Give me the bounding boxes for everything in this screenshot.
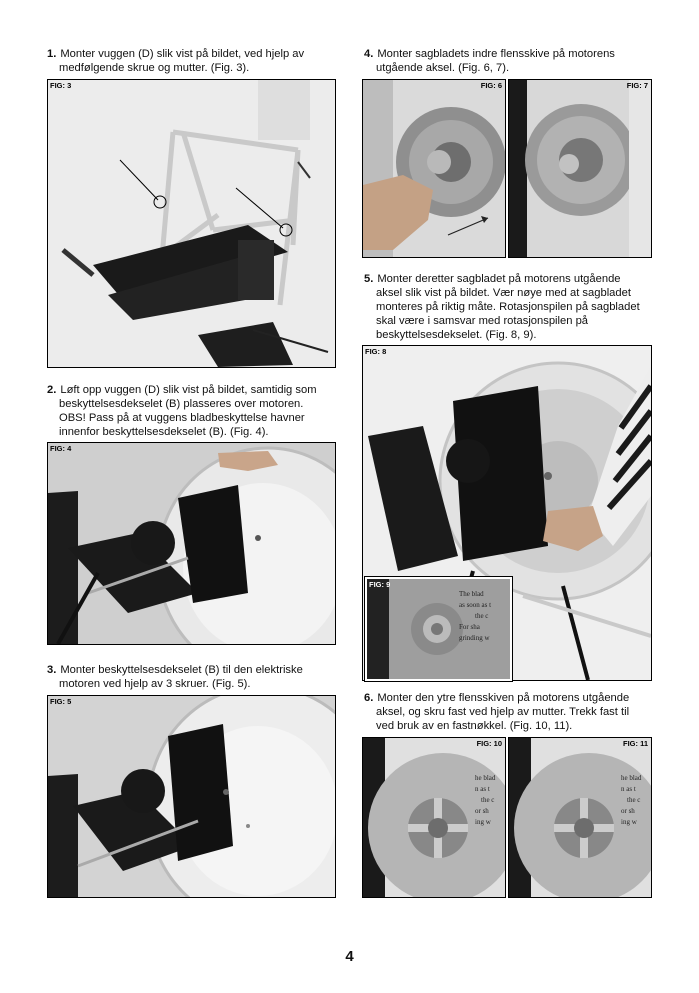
- blade-text-line: he blad: [475, 774, 496, 782]
- blade-text-line: or sh: [475, 807, 489, 815]
- blade-text-line: grinding w: [459, 634, 490, 642]
- blade-text-line: the c: [481, 796, 495, 804]
- blade-text-line: the c: [475, 612, 489, 620]
- step-number: 5.: [364, 273, 374, 285]
- inner-flange-mounted-illustration: [509, 80, 651, 257]
- blade-text-line: n as t: [475, 785, 490, 793]
- step-text-line: Monter vuggen (D) slik vist på bildet, ved hjelp av: [60, 48, 305, 60]
- step-text-line: aksel, og skru fast ved hjelp av mutter. Trekk fast til: [376, 706, 630, 718]
- figure-4-photo: [47, 442, 336, 645]
- step-text-line: Monter sagbladets indre flensskive på motorens: [377, 48, 615, 60]
- blade-text-line: the c: [627, 796, 641, 804]
- step-text-line: medfølgende skrue og mutter. (Fig. 3).: [59, 62, 250, 74]
- step-text-line: Monter den ytre flensskiven på motorens utgående: [377, 692, 630, 704]
- figure-7-photo: [508, 79, 652, 258]
- blade-text-line: n as t: [621, 785, 636, 793]
- step-text-line: Løft opp vuggen (D) slik vist på bildet, samtidig som: [60, 384, 317, 396]
- blade-text-line: as soon as t: [459, 601, 492, 609]
- stand-assembly-illustration: [48, 80, 335, 367]
- step-text-line: ved bruk av en fastnøkkel. (Fig. 10, 11).: [376, 720, 573, 732]
- figure-label: FIG: 10: [476, 739, 502, 748]
- guard-placement-illustration: [48, 443, 335, 644]
- step-number: 4.: [364, 48, 374, 60]
- figure-10-photo: [362, 737, 506, 898]
- figure-9-photo: [365, 577, 512, 681]
- step-number: 6.: [364, 692, 374, 704]
- step-text-line: monteres på riktig måte. Rotasjonspilen på sagbladet: [376, 301, 640, 313]
- step-number: 3.: [47, 664, 57, 676]
- blade-printed-text: [459, 589, 491, 644]
- figure-label: FIG: 9: [369, 580, 391, 589]
- figure-5-photo: [47, 695, 336, 898]
- figure-6-photo: [362, 79, 506, 258]
- blade-printed-text: [475, 773, 495, 828]
- figure-label: FIG: 11: [622, 739, 648, 748]
- step-text-line: skal være i samsvar med rotasjonspilen på: [376, 315, 589, 327]
- figure-3-photo: [47, 79, 336, 368]
- blade-text-line: ing w: [475, 818, 491, 826]
- step-text-line: aksel slik vist på bildet. Vær nøye med at sagbladet: [376, 287, 631, 299]
- guard-mounting-illustration: [48, 696, 335, 897]
- blade-printed-text: [621, 773, 641, 828]
- step-2-text: [47, 383, 317, 439]
- blade-text-line: The blad: [459, 590, 484, 598]
- blade-text-line: For sha: [459, 623, 480, 631]
- figure-label: FIG: 7: [626, 81, 648, 90]
- figure-label: FIG: 3: [50, 81, 72, 90]
- step-text-line: beskyttelsesdekselet (B) plasseres over motoren.: [59, 398, 304, 410]
- step-text-line: OBS! Pass på at vuggens bladbeskyttelse havner: [59, 412, 305, 424]
- figure-label: FIG: 6: [480, 81, 502, 90]
- step-number: 2.: [47, 384, 57, 396]
- step-4-text: [364, 47, 615, 75]
- blade-text-line: ing w: [621, 818, 637, 826]
- blade-text-line: he blad: [621, 774, 642, 782]
- blade-text-line: or sh: [621, 807, 635, 815]
- inner-flange-hand-illustration: [363, 80, 505, 257]
- step-text-line: innenfor beskyttelsesdekselet (B). (Fig. 4).: [59, 426, 269, 438]
- figure-11-photo: [508, 737, 652, 898]
- figure-label: FIG: 8: [365, 347, 387, 356]
- step-text-line: Monter deretter sagbladet på motorens utgående: [377, 273, 621, 285]
- figure-label: FIG: 5: [50, 697, 72, 706]
- step-number: 1.: [47, 48, 57, 60]
- step-3-text: [47, 663, 303, 691]
- step-text-line: beskyttelsesdekselet. (Fig. 8, 9).: [376, 329, 537, 341]
- step-text-line: motoren ved hjelp av 3 skruer. (Fig. 5).: [59, 678, 251, 690]
- step-6-text: [364, 691, 629, 733]
- page-number: 4: [345, 948, 354, 965]
- step-text-line: Monter beskyttelsesdekselet (B) til den elektriske: [60, 664, 303, 676]
- step-5-text: [364, 272, 640, 342]
- step-text-line: utgående aksel. (Fig. 6, 7).: [376, 62, 510, 74]
- step-1-text: [47, 47, 304, 75]
- figure-label: FIG: 4: [50, 444, 72, 453]
